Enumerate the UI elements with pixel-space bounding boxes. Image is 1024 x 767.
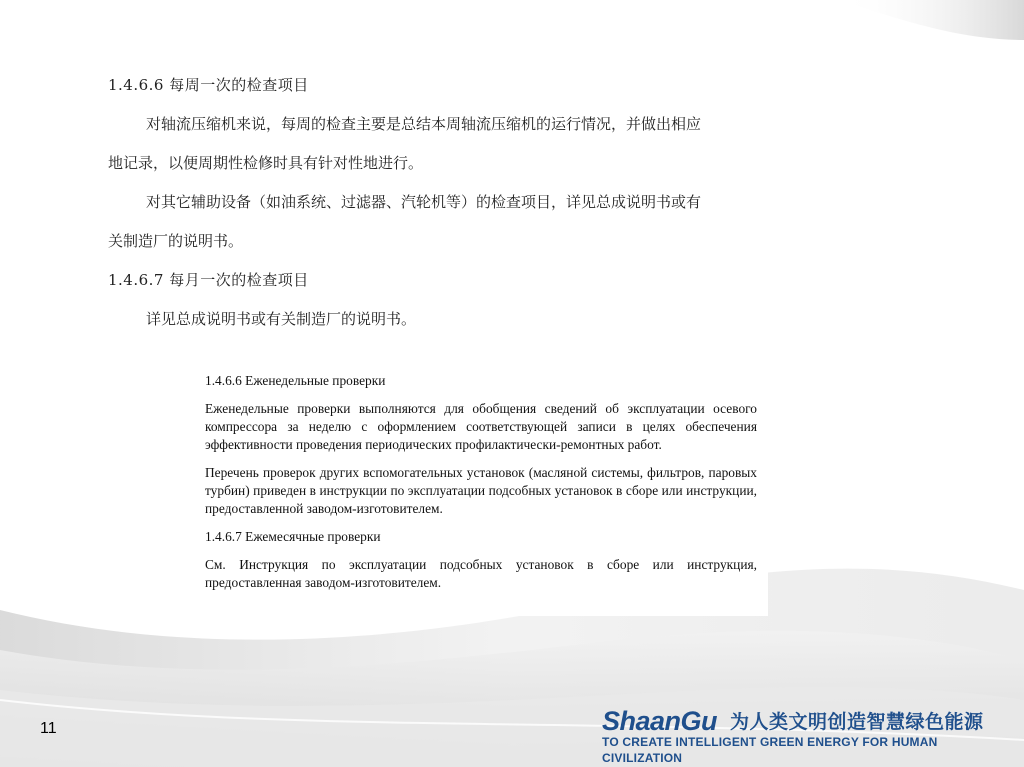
chinese-text-section	[108, 66, 798, 339]
chinese-para-3: 详见总成说明书或有关制造厂的说明书。	[146, 310, 417, 328]
russian-heading-monthly: 1.4.6.7 Ежемесячные проверки	[205, 529, 381, 544]
company-logo	[602, 706, 1012, 765]
logo-slogan-chinese: 为人类文明创造智慧绿色能源	[730, 711, 984, 733]
russian-heading-weekly: 1.4.6.6 Еженедельные проверки	[205, 373, 386, 388]
russian-para-1: Еженедельные проверки выполняются для обобщения сведений об эксплуатации осевого компрессора за неделю с оформлением соответствующей записи в целях обеспечения эффективности проведения периодических профилактически-ремонтных работ.	[205, 401, 757, 452]
top-right-wave	[840, 0, 1024, 40]
chinese-para-1-line-1: 对轴流压缩机来说，每周的检查主要是总结本周轴流压缩机的运行情况，并做出相应	[146, 115, 702, 133]
chinese-para-2-line-1: 对其它辅助设备（如油系统、过滤器、汽轮机等）的检查项目，详见总成说明书或有	[146, 193, 702, 211]
chinese-heading-monthly: 1.4.6.7 每月一次的检查项目	[108, 271, 309, 289]
logo-slogan-english: TO CREATE INTELLIGENT GREEN ENERGY FOR HUMAN CIVILIZATION	[602, 735, 938, 765]
russian-text-section	[205, 372, 757, 602]
russian-para-3: См. Инструкция по эксплуатации подсобных установок в сборе или инструкция, предоставленная заводом-изготовителем.	[205, 557, 757, 590]
page-number: 11	[40, 720, 57, 737]
logo-brand-name: ShaanGu	[602, 706, 718, 736]
russian-para-2: Перечень проверок других вспомогательных установок (масляной системы, фильтров, паровых турбин) приведен в инструкции по эксплуатации подсобных установок в сборе или инструкции, предоставленной заводом-изготовителем.	[205, 465, 757, 516]
chinese-para-2-line-2: 关制造厂的说明书。	[108, 232, 244, 250]
chinese-para-1-line-2: 地记录，以便周期性检修时具有针对性地进行。	[108, 154, 424, 172]
chinese-heading-weekly: 1.4.6.6 每周一次的检查项目	[108, 76, 309, 94]
